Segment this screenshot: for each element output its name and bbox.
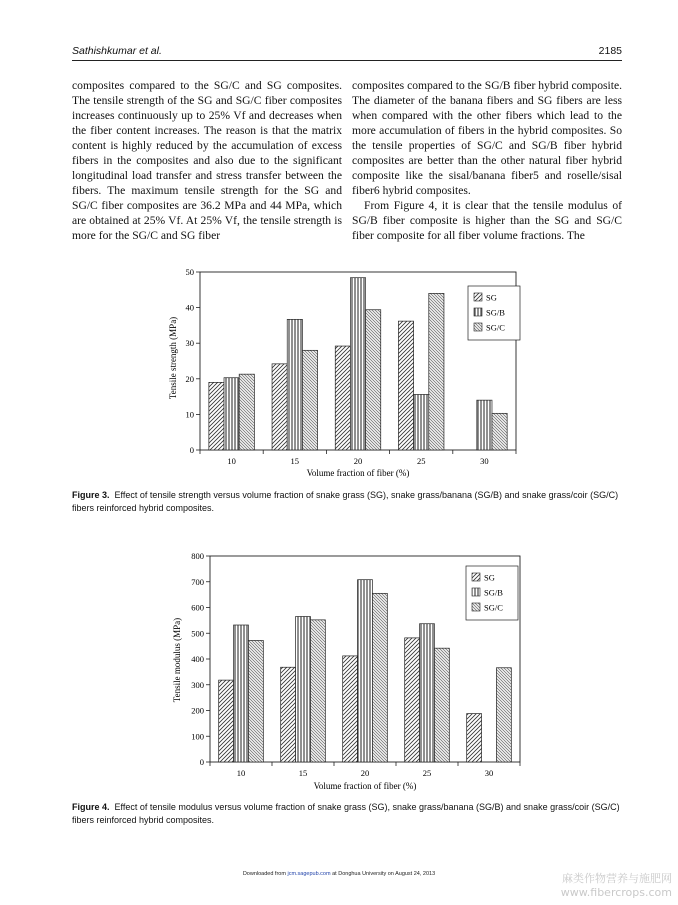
f0-bar-SG-15 bbox=[272, 364, 287, 450]
f0-bar-SGC-30 bbox=[492, 413, 507, 450]
f1-y-tick-label: 0 bbox=[199, 757, 204, 767]
f1-bar-SGB-20 bbox=[358, 580, 373, 762]
watermark-line-1: 麻类作物营养与施肥网 bbox=[562, 872, 672, 885]
f0-x-tick-label: 25 bbox=[416, 456, 426, 466]
running-head-author: Sathishkumar et al. bbox=[72, 45, 162, 57]
f1-y-tick-label: 200 bbox=[191, 705, 204, 716]
f0-y-tick-label: 0 bbox=[189, 445, 194, 455]
f1-bar-SGB-25 bbox=[420, 624, 435, 762]
f1-y-tick-label: 800 bbox=[191, 551, 204, 561]
f0-bar-SGB-15 bbox=[287, 319, 302, 450]
figure4-chart bbox=[150, 548, 530, 796]
f1-x-tick-label: 30 bbox=[484, 768, 494, 778]
figure4-caption bbox=[72, 801, 624, 827]
f0-bar-SGB-30 bbox=[477, 400, 492, 450]
f1-bar-SG-25 bbox=[405, 638, 420, 762]
f1-bar-SGC-10 bbox=[248, 640, 263, 762]
f1-bar-SGC-30 bbox=[496, 668, 511, 762]
f0-y-tick-label: 20 bbox=[185, 373, 194, 384]
f1-y-tick-label: 100 bbox=[191, 731, 204, 742]
f1-legend-label: SG bbox=[484, 572, 495, 583]
f1-bar-SG-30 bbox=[467, 714, 482, 762]
f0-x-tick-label: 30 bbox=[480, 456, 489, 466]
f0-bar-SGB-25 bbox=[414, 394, 429, 450]
f0-bar-SGC-20 bbox=[366, 310, 381, 450]
figure3-label: Figure 3. bbox=[72, 490, 110, 500]
f1-legend-label: SG/C bbox=[484, 602, 503, 613]
f0-bar-SG-10 bbox=[209, 382, 224, 450]
body-column-right bbox=[352, 78, 622, 243]
f1-x-tick-label: 15 bbox=[298, 768, 308, 778]
figure4-plot-layer bbox=[191, 551, 520, 778]
f0-x-tick-label: 10 bbox=[227, 456, 236, 466]
f1-legend-label: SG/B bbox=[484, 587, 503, 598]
f0-y-tick-label: 30 bbox=[185, 338, 194, 349]
f0-y-tick-label: 10 bbox=[185, 409, 194, 420]
right-paragraph-1: composites compared to the SG/B fiber hybrid composite. The diameter of the banana fibers and SG fibers are less when compared with the other fibers which lead to the more accumulation of fibers in the hybrid composites. So the tensile properties of SG/C and SG/B fiber hybrid composites are better than the other natural fiber hybrid composite like the sisal/banana fiber5 and roselle/sisal fiber6 hybrid composites. bbox=[352, 79, 622, 197]
f1-bar-SGB-15 bbox=[296, 617, 311, 762]
f0-legend-swatch bbox=[474, 308, 482, 316]
f0-bar-SG-25 bbox=[398, 321, 413, 450]
figure3-ylabel: Tensile strength (MPa) bbox=[168, 316, 178, 400]
f0-bar-SGC-10 bbox=[239, 374, 254, 450]
f0-bar-SGC-25 bbox=[429, 293, 444, 450]
f0-bar-SG-20 bbox=[335, 346, 350, 450]
f1-y-tick-label: 500 bbox=[191, 628, 204, 639]
f0-x-tick-label: 20 bbox=[353, 456, 363, 466]
f0-y-tick-label: 50 bbox=[185, 267, 194, 277]
figure4-ylabel: Tensile modulus (MPa) bbox=[172, 617, 182, 703]
f1-bar-SGC-25 bbox=[434, 648, 449, 762]
figure4-caption-text: Effect of tensile modulus versus volume fraction of snake grass (SG), snake grass/banana (SG/B) and snake grass/coir (SG/C) fibers reinforced hybrid composites. bbox=[72, 802, 620, 825]
f0-bar-SGB-20 bbox=[350, 278, 365, 450]
f1-bar-SGB-10 bbox=[234, 625, 249, 762]
f1-bar-SG-20 bbox=[343, 656, 358, 762]
f1-x-tick-label: 10 bbox=[236, 768, 246, 778]
f0-bar-SGC-15 bbox=[302, 350, 317, 450]
figure3-chart bbox=[150, 262, 530, 484]
f0-bar-SGB-10 bbox=[224, 378, 239, 450]
footer-prefix: Downloaded from bbox=[242, 871, 286, 877]
watermark-line-2: www.fibercrops.com bbox=[560, 886, 672, 899]
f0-legend-swatch bbox=[474, 293, 482, 301]
right-paragraph-2: From Figure 4, it is clear that the tensile modulus of SG/B fiber composite is higher than the SG and SG/C fiber composite for all fiber volume fractions. The bbox=[352, 199, 622, 242]
f0-legend-swatch bbox=[474, 323, 482, 331]
f1-y-tick-label: 400 bbox=[191, 654, 204, 664]
f1-y-tick-label: 600 bbox=[191, 602, 204, 613]
footer-link[interactable]: jcm.sagepub.com bbox=[287, 871, 331, 877]
f1-y-tick-label: 700 bbox=[191, 576, 204, 587]
f0-y-tick-label: 40 bbox=[185, 302, 194, 313]
f1-y-tick-label: 300 bbox=[191, 679, 204, 690]
f1-legend-swatch bbox=[472, 588, 480, 596]
figure3-caption-text: Effect of tensile strength versus volume fraction of snake grass (SG), snake grass/banana (SG/B) and snake grass/coir (SG/C) fibers reinforced hybrid composites. bbox=[72, 490, 619, 513]
f0-legend-label: SG bbox=[486, 292, 497, 303]
figure4-label: Figure 4. bbox=[72, 802, 110, 812]
site-watermark bbox=[561, 872, 672, 900]
f1-x-tick-label: 20 bbox=[360, 768, 370, 778]
figure4-xlabel: Volume fraction of fiber (%) bbox=[313, 781, 417, 791]
f1-legend-swatch bbox=[472, 573, 480, 581]
header-rule bbox=[72, 60, 622, 61]
left-paragraph: composites compared to the SG/C and SG composites. The tensile strength of the SG and SG/C fiber composites increases continuously up to 25% Vf and decreases when the fiber content increases. The reason is that the matrix content is highly reduced by the accumulation of excess fibers in the composites and also due to the significant longitudinal load transfer and stress transfer between the fibers. The maximum tensile strength for the SG and SG/C fiber composites are 36.2 MPa and 44 MPa, which are obtained at 25% Vf. At 25% Vf, the tensile strength is more for the SG/C and SG fiber bbox=[72, 79, 342, 242]
f1-bar-SGC-15 bbox=[310, 620, 325, 762]
page-number: 2185 bbox=[598, 45, 622, 57]
figure3-xlabel: Volume fraction of fiber (%) bbox=[306, 468, 410, 478]
body-column-left bbox=[72, 78, 342, 243]
f1-legend-swatch bbox=[472, 603, 480, 611]
f0-x-tick-label: 15 bbox=[290, 456, 300, 466]
figure3-caption bbox=[72, 489, 624, 515]
figure3-plot-layer bbox=[186, 267, 521, 466]
f1-bar-SG-15 bbox=[281, 667, 296, 762]
footer-suffix: at Donghua University on August 24, 2013 bbox=[332, 871, 436, 877]
f1-bar-SGC-20 bbox=[372, 593, 387, 762]
f0-legend-label: SG/C bbox=[486, 322, 505, 333]
f1-x-tick-label: 25 bbox=[422, 768, 432, 778]
f1-bar-SG-10 bbox=[219, 680, 234, 762]
f0-legend-label: SG/B bbox=[486, 307, 505, 318]
